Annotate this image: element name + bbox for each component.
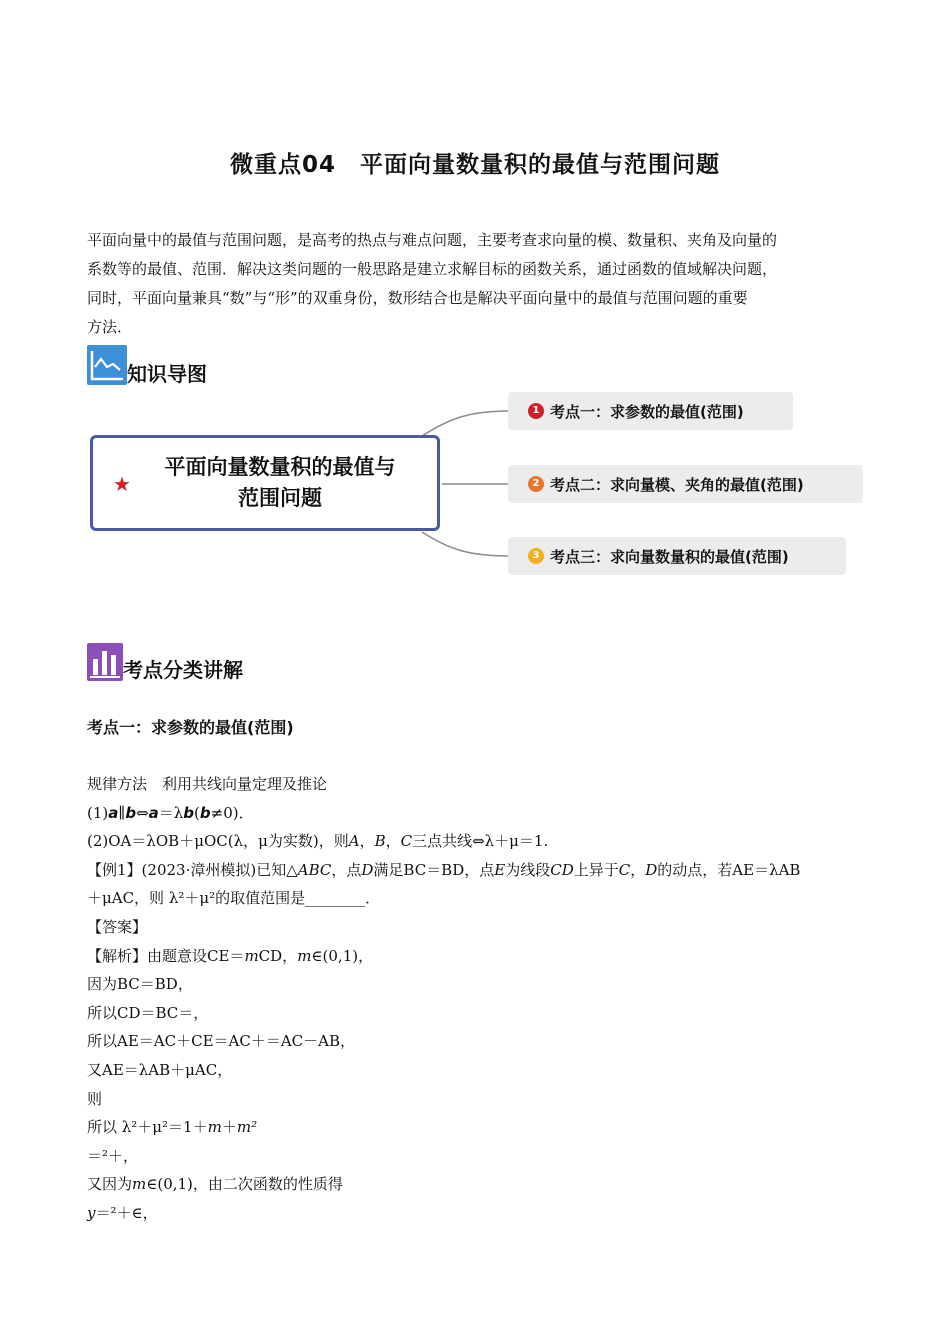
section-topics-heading — [87, 643, 243, 681]
page-title: 微重点04 平面向量数量积的最值与范围问题 — [229, 152, 720, 178]
mindmap-node-label: 考点一：求参数的最值(范围) — [550, 402, 744, 421]
solution-line: 则 — [87, 1089, 103, 1108]
answer-label: 【答案】 — [87, 917, 148, 936]
number-badge-icon: 1 — [528, 403, 544, 419]
solution-line: 所以CD＝BC＝， — [87, 1003, 209, 1022]
example-1-line: 【例1】(2023·漳州模拟)已知△ABC，点D满足BC＝BD，点E为线段CD上异于C，D的动点，若AE＝λAB — [87, 860, 801, 879]
bar-chart-icon — [87, 643, 123, 681]
solution-line: 又因为m∈(0,1)，由二次函数的性质得 — [87, 1175, 343, 1194]
method-line: 规律方法 利用共线向量定理及推论 — [87, 775, 328, 793]
mindmap-node-3 — [508, 537, 846, 575]
solution-line: 【解析】由题意设CE＝mCD，m∈(0,1)， — [87, 946, 374, 965]
section-title: 考点分类讲解 — [123, 658, 243, 682]
rule-2: (2)OA＝λOB＋μOC(λ，μ为实数)，则A，B，C三点共线⇔λ＋μ＝1. — [87, 832, 549, 851]
number-badge-icon: 3 — [528, 548, 544, 564]
intro-line: 同时，平面向量兼具“数”与“形”的双重身份，数形结合也是解决平面向量中的最值与范围问题的重要 — [87, 289, 748, 307]
example-1-line: ＋μAC，则 λ²＋μ²的取值范围是________． — [87, 889, 381, 908]
mindmap-node-label: 考点二：求向量模、夹角的最值(范围) — [550, 475, 804, 494]
solution-line: 因为BC＝BD， — [87, 975, 193, 994]
solution-line: y＝²＋∈， — [87, 1203, 158, 1222]
topic-subheading: 考点一：求参数的最值(范围) — [87, 718, 294, 737]
mindmap-node-2 — [508, 465, 863, 503]
mindmap-node-label: 考点三：求向量数量积的最值(范围) — [550, 547, 789, 566]
intro-line: 方法． — [87, 318, 133, 336]
solution-line: 所以 λ²＋μ²＝1＋m＋m² — [87, 1118, 258, 1137]
section-title: 知识导图 — [127, 362, 207, 386]
intro-line: 系数等的最值、范围．解决这类问题的一般思路是建立求解目标的函数关系，通过函数的值域解决问题， — [87, 260, 778, 278]
star-icon: ★ — [113, 472, 131, 496]
solution-body — [87, 770, 867, 1228]
mindmap-center-node — [90, 435, 440, 531]
solution-line: 又AE＝λAB＋μAC， — [87, 1060, 233, 1079]
solution-line: ＝²＋， — [87, 1146, 139, 1165]
number-badge-icon: 2 — [528, 476, 544, 492]
mindmap-center-label: 平面向量数量积的最值与 范围问题 — [164, 455, 396, 510]
solution-line: 所以AE＝AC＋CE＝AC＋＝AC－AB， — [87, 1032, 355, 1051]
mindmap-node-1 — [508, 392, 793, 430]
intro-line: 平面向量中的最值与范围问题，是高考的热点与难点问题，主要考查求向量的模、数量积、夹角及向量的 — [87, 231, 778, 249]
rule-1: (1)a∥b⇔a＝λb(b≠0)． — [87, 803, 254, 822]
